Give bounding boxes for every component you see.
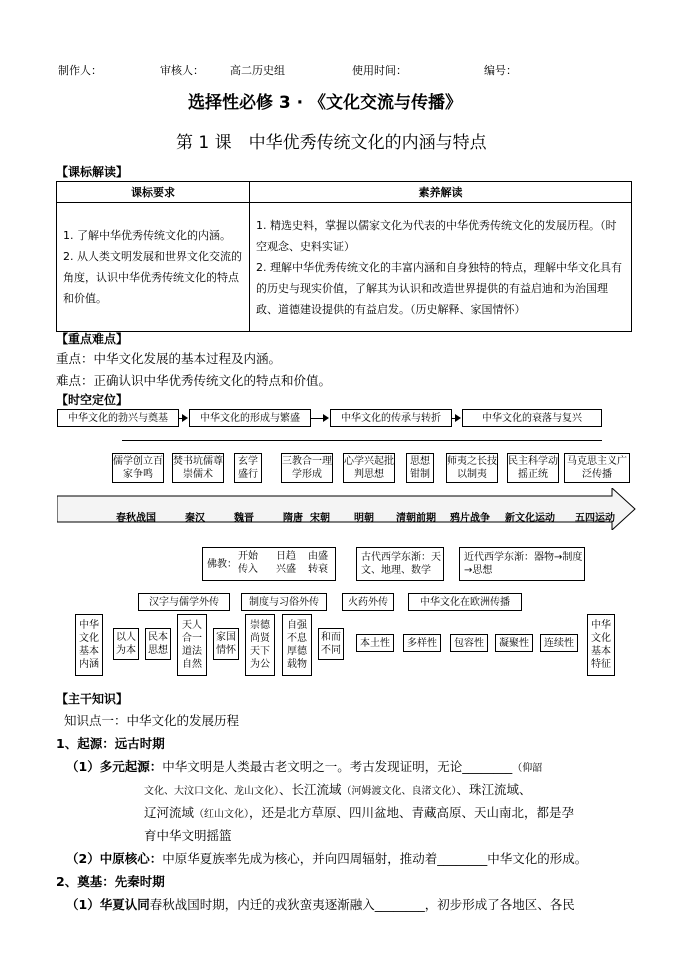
number-label: 编号： [484,64,517,77]
connector [452,418,456,419]
buddhism-step-2: 日趋兴盛 [276,551,296,575]
feature-1: 本土性 [356,634,394,652]
para-1-small-a: （仰韶 [512,763,543,774]
era-1: 春秋战国 [116,513,156,524]
connector [311,418,324,419]
req-2: 2. 从人类文明发展和世界文化交流的角度，认识中华优秀传统文化的特点和价值。 [63,250,242,305]
event-9: 马克思主义广泛传播 [564,453,630,483]
spread-2: 制度与习俗外传 [241,593,327,611]
curriculum-table [56,181,632,332]
knowledge-point-1: 知识点一：中华文化的发展历程 [64,713,240,728]
feature-2: 多样性 [403,634,441,652]
era-9: 新文化运动 [505,513,555,524]
west-modern-box: 近代西学东渐：器物→制度→思想 [459,547,585,581]
era-10: 五四运动 [575,513,615,524]
event-7: 师夷之长技以制夷 [446,453,498,483]
era-7: 清朝前期 [396,513,436,524]
difficult-point: 难点：正确认识中华优秀传统文化的特点和价值。 [56,373,332,388]
req-1: 1. 了解中华优秀传统文化的内涵。 [63,229,231,242]
key-point: 重点：中华文化发展的基本过程及内涵。 [56,351,282,366]
connotation-6: 自强不息厚德载物 [282,614,312,676]
para-1-line-3 [144,803,574,821]
connotation-4: 家国情怀 [213,628,239,660]
connotation-2: 民本思想 [145,628,171,660]
para-1-d: 辽河流域 [144,805,195,820]
west-ancient-box: 古代西学东渐：天文、地理、数学 [356,547,444,581]
buddhism-step-3: 由盛转衰 [308,551,328,575]
section-curriculum: 【课标解读】 [56,165,129,179]
bracket-line [122,440,602,441]
lit-2: 2. 理解中华优秀传统文化的丰富内涵和自身独特的特点，理解中华文化具有的历史与现实价值，了解其为认识和改造世界提供的有益启迪和为治国理政、道德建设提供的有益启发。（历史解释、家国情怀） [256,260,622,316]
era-4: 隋唐 [283,513,303,524]
stage-4: 中华文化的衰落与复兴 [462,409,602,427]
spread-4: 中华文化在欧洲传播 [408,593,522,611]
maker-label: 制作人： [58,64,102,77]
event-4: 三教合一理学形成 [281,453,333,483]
event-6: 思想钳制 [406,453,434,483]
era-6: 明朝 [354,513,374,524]
para-3-text: 春秋战国时期，内迁的戎狄蛮夷逐渐融入 [149,897,375,912]
event-5: 心学兴起批判思想 [343,453,395,483]
para-2-text: 中原华夏族率先成为核心，并向四周辐射，推动着 [162,851,438,866]
heading-origin: 1、起源：远古时期 [56,736,165,751]
feature-4: 凝聚性 [495,634,533,652]
event-1: 儒学创立百家争鸣 [112,453,164,483]
para-1-line-1 [66,757,542,775]
literacy-cell [250,203,632,332]
spread-3: 火药外传 [342,593,394,611]
para-1-blank: ________ [462,759,513,774]
use-time-label: 使用时间： [352,64,407,77]
para-2-blank: ________ [437,851,488,866]
para-2-end: 中华文化的形成。 [487,851,588,866]
para-3-end: ，初步形成了各地区、各民 [424,897,575,912]
era-2: 秦汉 [185,513,205,524]
para-1-text: 中华文明是人类最古老文明之一。考古发现证明，无论 [162,759,463,774]
lesson-title: 第 1 课 中华优秀传统文化的内涵与特点 [176,133,487,153]
event-8: 民主科学动摇正统 [507,453,559,483]
section-main: 【主干知识】 [56,692,129,706]
connotation-3: 天人合一道法自然 [177,614,207,676]
para-1-e: ，还是北方草原、四川盆地、青藏高原、天山南北，都是孕 [249,805,575,820]
feature-title: 中华文化基本特征 [587,614,615,676]
feature-5: 连续性 [540,634,578,652]
stage-2: 中华文化的形成与繁盛 [189,409,311,427]
event-3: 玄学盛行 [234,453,262,483]
para-1-label: （1）多元起源： [66,759,163,774]
connotation-5: 崇德尚贤天下为公 [245,614,275,676]
para-1-small-c: （河姆渡文化、良渚文化） [341,786,457,797]
group-label: 高二历史组 [230,64,285,77]
para-1-b: 、长江流域 [279,782,342,797]
stage-1: 中华文化的勃兴与奠基 [57,409,179,427]
buddhism-label: 佛教： [207,558,237,570]
era-3: 魏晋 [234,513,254,524]
connotation-7: 和而不同 [318,628,344,660]
para-1-small-b: 文化、大汶口文化、龙山文化） [144,786,279,797]
connector [179,418,183,419]
para-2 [66,849,587,867]
spread-1: 汉字与儒学外传 [138,593,230,611]
para-1-f: 育中华文明摇篮 [144,828,232,843]
col-literacy: 素养解读 [250,182,632,203]
feature-3: 包容性 [450,634,488,652]
para-3-label: （1）华夏认同 [66,897,150,912]
para-1-line-2 [144,780,532,798]
para-1-c: 、珠江流域、 [456,782,532,797]
para-3 [66,895,575,913]
buddhism-step-1: 开始传入 [238,551,258,575]
connotation-title: 中华文化基本内涵 [75,614,103,676]
para-3-blank: ________ [374,897,425,912]
requirement-cell [57,203,250,332]
para-1-small-d: （红山文化） [194,809,250,820]
stage-3: 中华文化的传承与转折 [330,409,452,427]
connotation-1: 以人为本 [113,628,139,660]
page-title: 选择性必修 3 · 《文化交流与传播》 [188,93,463,113]
lit-1: 1. 精选史料，掌握以儒家文化为代表的中华优秀传统文化的发展历程。（时空观念、史料实证） [256,218,617,253]
col-requirement: 课标要求 [57,182,250,203]
section-key: 【重点难点】 [56,332,129,346]
era-8: 鸦片战争 [450,513,490,524]
heading-foundation: 2、奠基：先秦时期 [56,874,165,889]
para-2-label: （2）中原核心： [66,851,163,866]
event-2: 焚书坑儒尊崇儒术 [172,453,224,483]
era-5: 宋朝 [310,513,330,524]
section-timeline: 【时空定位】 [56,393,129,407]
reviewer-label: 审核人： [160,64,204,77]
